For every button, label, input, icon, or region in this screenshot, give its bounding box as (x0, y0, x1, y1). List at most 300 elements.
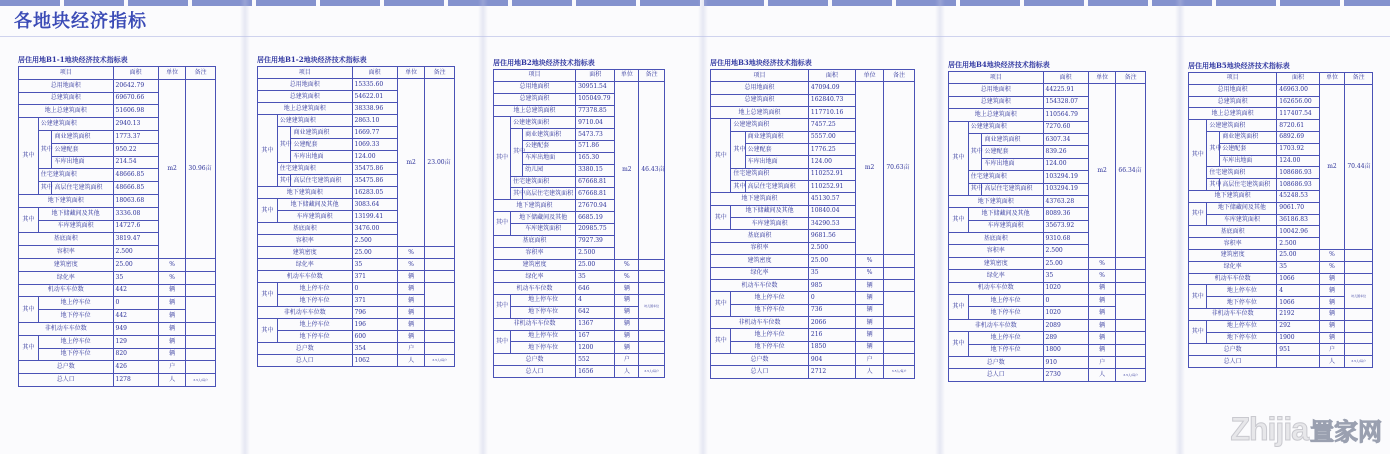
table-row (711, 329, 915, 341)
table-cell: 车库建筑面积 (1207, 214, 1277, 226)
table-cell: 高层住宅建筑面积 (52, 182, 113, 195)
table-cell: 77378.85 (576, 105, 615, 117)
page-title: 各地块经济指标 (14, 11, 147, 31)
table-row (258, 283, 455, 295)
table-cell: 地上停车位 (731, 292, 809, 304)
table-cell: 1066 (1277, 297, 1319, 309)
table-title: 居住用地B2地块经济技术指标表 (493, 58, 595, 67)
table-cell: 165.30 (576, 152, 615, 164)
table-cell: 非机动车车位数 (19, 322, 114, 335)
table-row (19, 284, 216, 297)
page-fold (478, 0, 488, 454)
table-cell: 129 (113, 335, 158, 348)
table-row (949, 270, 1146, 282)
of-which-label: 其中 (494, 212, 511, 236)
table-cell: 6685.19 (576, 212, 615, 224)
table-cell: 辆 (1319, 320, 1345, 332)
table-cell: 162840.73 (808, 94, 855, 106)
table-cell: 辆 (1319, 297, 1345, 309)
table-row (494, 366, 665, 378)
table-cell: 124.00 (808, 156, 855, 168)
table-cell (1116, 270, 1146, 282)
parking-note: 幼儿园车位 (1345, 285, 1373, 309)
table-cell (1116, 319, 1146, 331)
table-cell: 商业建筑面积 (52, 130, 113, 143)
table-cell: 车库出地面 (523, 152, 576, 164)
table-cell: 辆 (855, 329, 884, 341)
table-cell: 人 (158, 374, 186, 387)
table-row (711, 70, 915, 82)
table-cell (186, 322, 216, 335)
table-row (494, 330, 665, 342)
column-header-area: 面积 (1277, 73, 1319, 85)
column-header-note: 备注 (884, 70, 915, 82)
table-cell: 18063.68 (113, 194, 158, 207)
table-cell: 公建建筑面积 (38, 118, 113, 131)
table-cell: 绿化率 (258, 259, 353, 271)
table-cell: 地上总建筑面积 (949, 109, 1044, 121)
table-cell: % (158, 271, 186, 284)
of-which-label: 其中 (494, 330, 511, 354)
table-cell: 地上停车位 (511, 330, 576, 342)
table-cell (884, 267, 915, 279)
page-fold (1175, 0, 1185, 454)
table-cell: 机动车车位数 (494, 283, 576, 295)
table-cell: 地上停车位 (1207, 320, 1277, 332)
table-cell: 地下停车位 (277, 331, 352, 343)
table-cell: 公建配套 (52, 143, 113, 156)
table-row (711, 255, 915, 267)
table-cell: 105049.79 (576, 93, 615, 105)
table-cell: 34290.53 (808, 218, 855, 230)
table-cell: 5557.00 (808, 131, 855, 143)
table-cell: 总人口 (258, 355, 353, 367)
table-cell: % (1319, 249, 1345, 261)
table-cell: 0 (808, 292, 855, 304)
zhijia-watermark (1230, 411, 1382, 448)
table-row (1189, 249, 1373, 261)
table-cell: 20985.75 (576, 223, 615, 235)
of-which-label: 其中 (731, 181, 745, 193)
column-header-note: 备注 (425, 67, 455, 79)
column-header-item: 项目 (711, 70, 809, 82)
table-cell: % (615, 259, 639, 271)
table-row (949, 356, 1146, 368)
table-row (711, 353, 915, 365)
table-cell: 4 (576, 295, 615, 307)
table-cell: 总户数 (258, 343, 353, 355)
column-header-note: 备注 (1116, 72, 1146, 84)
of-which-label: 其中 (968, 133, 982, 170)
table-cell: 20642.79 (113, 79, 158, 92)
table-cell: 地上停车位 (277, 319, 352, 331)
table-cell: 辆 (1319, 285, 1345, 297)
table-cell: 车库出地面 (52, 156, 113, 169)
table-row (258, 331, 455, 343)
of-which-label: 其中 (19, 335, 39, 361)
table-cell: 43763.28 (1043, 195, 1088, 207)
table-cell: 总人口 (19, 374, 114, 387)
table-row (494, 342, 665, 354)
spec-table-panel (710, 59, 915, 379)
table-cell: 总人口 (494, 366, 576, 378)
column-header-item: 项目 (19, 67, 114, 80)
table-cell (1345, 308, 1373, 320)
table-cell: 地下停车位 (511, 342, 576, 354)
of-which-label: 其中 (19, 297, 39, 323)
table-cell: 48666.85 (113, 169, 158, 182)
table-row (19, 258, 216, 271)
table-cell: 124.00 (352, 151, 397, 163)
table-cell: 1062 (352, 355, 397, 367)
table-row (711, 267, 915, 279)
table-row (1189, 73, 1373, 85)
table-cell: 3083.64 (352, 199, 397, 211)
table-cell: 13199.41 (352, 211, 397, 223)
parking-note (186, 297, 216, 323)
table-cell: 820 (113, 348, 158, 361)
table-cell: 地下储藏间及其他 (968, 208, 1043, 220)
area-note: 46.43亩 (639, 81, 665, 259)
table-cell: 7927.39 (576, 235, 615, 247)
table-row (494, 318, 665, 330)
page-fold (240, 0, 250, 454)
table-title: 居住用地B3地块经济技术指标表 (710, 58, 812, 67)
area-note: 70.44亩 (1345, 84, 1373, 249)
table-cell: % (158, 258, 186, 271)
of-which-label: 其中 (258, 319, 278, 343)
table-row (19, 67, 216, 80)
area-note: 70.63亩 (884, 82, 915, 255)
table-cell: 总人口 (711, 366, 809, 378)
table-cell: 571.86 (576, 141, 615, 153)
table-cell: 2.500 (808, 242, 855, 254)
table-cell: 公建建筑面积 (968, 121, 1043, 133)
table-cell: 基底面积 (949, 233, 1044, 245)
table-cell: 地下建筑面积 (949, 195, 1044, 207)
table-cell: 建筑密度 (19, 258, 114, 271)
table-title: 居住用地B5地块经济技术指标表 (1188, 61, 1290, 70)
of-which-label: 其中 (949, 208, 969, 233)
table-cell: 公建建筑面积 (511, 117, 576, 129)
table-cell: 51606.98 (113, 105, 158, 118)
table-cell: 7457.25 (808, 119, 855, 131)
table-cell: 辆 (615, 283, 639, 295)
table-cell (186, 284, 216, 297)
table-cell (639, 259, 665, 271)
table-cell: 2.500 (576, 247, 615, 259)
table-cell: 2.500 (1043, 245, 1088, 257)
table-cell: 2066 (808, 316, 855, 328)
table-cell: 户 (855, 353, 884, 365)
table-row (1189, 261, 1373, 273)
table-cell: 车库出地面 (291, 151, 352, 163)
table-cell (1345, 261, 1373, 273)
table-cell: 辆 (397, 295, 425, 307)
of-which-label: 其中 (511, 129, 523, 176)
table-cell: 162656.00 (1277, 96, 1319, 108)
table-cell: 公建配套 (982, 146, 1043, 158)
table-row (949, 344, 1146, 356)
table-cell: 45130.57 (808, 193, 855, 205)
table-cell: 建筑密度 (711, 255, 809, 267)
table-cell: 292 (1277, 320, 1319, 332)
table-cell: 辆 (615, 306, 639, 318)
table-cell: 户 (1319, 344, 1345, 356)
table-cell: 地上总建筑面积 (1189, 108, 1277, 120)
table-cell: 地下停车位 (277, 295, 352, 307)
table-cell (425, 247, 455, 259)
table-row (949, 257, 1146, 269)
table-row (494, 295, 665, 307)
table-cell (186, 271, 216, 284)
table-cell: 552 (576, 354, 615, 366)
table-cell: 地下停车位 (968, 307, 1043, 319)
ratio-note: 3.5人/每户 (425, 355, 455, 367)
table-cell: 35 (1277, 261, 1319, 273)
table-cell: 地下停车位 (38, 348, 113, 361)
table-cell: 绿化率 (494, 271, 576, 283)
table-cell (1116, 344, 1146, 356)
table-cell: 容积率 (949, 245, 1044, 257)
table-cell: 103294.19 (1043, 183, 1088, 195)
table-cell (639, 354, 665, 366)
parking-note (425, 283, 455, 307)
table-cell: 154328.07 (1043, 96, 1088, 108)
table-cell: 公建配套 (745, 144, 808, 156)
table-cell: 建筑密度 (494, 259, 576, 271)
table-cell: 幼儿园 (523, 164, 576, 176)
table-cell: 商业建筑面积 (745, 131, 808, 143)
of-which-label: 其中 (968, 183, 982, 195)
table-cell (1345, 249, 1373, 261)
table-cell: 地下储藏间及其他 (277, 199, 352, 211)
table-cell: 117407.54 (1277, 108, 1319, 120)
table-cell: 高层住宅建筑面积 (291, 175, 352, 187)
table-cell (1116, 356, 1146, 368)
spec-table (493, 69, 665, 378)
column-header-note: 备注 (639, 70, 665, 82)
table-cell: 总人口 (1189, 356, 1277, 368)
table-cell: 车库建筑面积 (38, 220, 113, 233)
table-row (494, 70, 665, 82)
column-header-item: 项目 (1189, 73, 1277, 85)
table-cell: 辆 (158, 335, 186, 348)
table-cell: 地下储藏间及其他 (511, 212, 576, 224)
table-cell (425, 259, 455, 271)
table-row (258, 307, 455, 319)
table-cell: 8720.61 (1277, 120, 1319, 132)
ratio-note: 3.5人/每户 (884, 366, 915, 378)
table-cell: 辆 (158, 348, 186, 361)
table-cell: 商业建筑面积 (982, 133, 1043, 145)
table-cell: 辆 (158, 297, 186, 310)
table-cell: 基底面积 (494, 235, 576, 247)
table-row (19, 348, 216, 361)
table-cell: 容积率 (494, 247, 576, 259)
column-header-unit: 单位 (855, 70, 884, 82)
table-cell: 地下储藏间及其他 (1207, 202, 1277, 214)
table-cell: 机动车车位数 (19, 284, 114, 297)
spec-table-panel (18, 56, 216, 387)
table-cell: 1020 (1043, 282, 1088, 294)
table-cell: 5473.73 (576, 129, 615, 141)
table-cell: 地上停车位 (1207, 285, 1277, 297)
of-which-label: 其中 (949, 121, 969, 195)
table-cell: 辆 (1319, 308, 1345, 320)
table-cell: 公建配套 (291, 139, 352, 151)
table-cell: 1656 (576, 366, 615, 378)
table-cell: 14727.6 (113, 220, 158, 233)
table-cell: 户 (158, 361, 186, 374)
table-cell: 108686.93 (1277, 167, 1319, 179)
table-cell: 绿化率 (949, 270, 1044, 282)
table-cell: 2089 (1043, 319, 1088, 331)
table-cell: 地上总建筑面积 (19, 105, 114, 118)
table-row (711, 279, 915, 291)
column-header-unit: 单位 (397, 67, 425, 79)
table-cell: 公建建筑面积 (731, 119, 809, 131)
table-row (19, 297, 216, 310)
table-cell: 总建筑面积 (1189, 96, 1277, 108)
table-cell: 住宅建筑面积 (968, 171, 1043, 183)
table-cell: 辆 (1088, 295, 1116, 307)
table-cell: 47094.09 (808, 82, 855, 94)
table-row (1189, 308, 1373, 320)
table-cell: 442 (113, 284, 158, 297)
table-cell: 车库建筑面积 (277, 211, 352, 223)
of-which-label: 其中 (711, 292, 731, 317)
table-cell: 289 (1043, 332, 1088, 344)
table-cell: 6892.69 (1277, 131, 1319, 143)
table-cell: 地下停车位 (731, 341, 809, 353)
table-cell: 1020 (1043, 307, 1088, 319)
table-cell: 地上总建筑面积 (258, 103, 353, 115)
table-cell (1116, 257, 1146, 269)
table-cell: 46963.00 (1277, 84, 1319, 96)
table-cell: 7270.60 (1043, 121, 1088, 133)
page-fold (698, 0, 708, 454)
ratio-note: 3.5人/每户 (186, 374, 216, 387)
table-cell: 辆 (397, 331, 425, 343)
table-cell: % (855, 255, 884, 267)
table-cell: 1800 (1043, 344, 1088, 356)
of-which-label: 其中 (494, 117, 511, 200)
table-cell: 地上停车位 (38, 297, 113, 310)
table-cell: 地下建筑面积 (258, 187, 353, 199)
table-row (949, 84, 1146, 96)
table-cell: 9710.04 (576, 117, 615, 129)
table-cell: 总人口 (949, 369, 1044, 381)
table-cell: 人 (397, 355, 425, 367)
table-cell: 45248.53 (1277, 190, 1319, 202)
table-cell: 30951.54 (576, 81, 615, 93)
table-cell: 1900 (1277, 332, 1319, 344)
table-cell: 容积率 (1189, 238, 1277, 250)
of-which-label: 其中 (1189, 120, 1207, 191)
table-row (949, 332, 1146, 344)
table-cell: 总建筑面积 (711, 94, 809, 106)
table-cell (884, 353, 915, 365)
table-cell: 1776.25 (808, 144, 855, 156)
table-row (19, 335, 216, 348)
table-cell: 48666.85 (113, 182, 158, 195)
table-cell: 1066 (1277, 273, 1319, 285)
table-row (258, 319, 455, 331)
table-cell (1345, 344, 1373, 356)
table-cell: 949 (113, 322, 158, 335)
table-cell: 839.26 (1043, 146, 1088, 158)
table-cell: 总户数 (19, 361, 114, 374)
table-cell: 建筑密度 (949, 257, 1044, 269)
table-cell: 非机动车车位数 (711, 316, 809, 328)
of-which-label: 其中 (711, 329, 731, 354)
table-cell: 人 (1088, 369, 1116, 381)
table-cell: 地下停车位 (1207, 332, 1277, 344)
of-which-label: 其中 (711, 205, 731, 230)
table-cell: 124.00 (1043, 158, 1088, 170)
table-cell: 642 (576, 306, 615, 318)
table-cell: 建筑密度 (1189, 249, 1277, 261)
spec-table-panel (1188, 62, 1373, 368)
spec-table-panel (257, 56, 455, 367)
table-cell: 25.00 (1277, 249, 1319, 261)
table-cell: 371 (352, 295, 397, 307)
table-cell: 辆 (158, 322, 186, 335)
table-row (19, 271, 216, 284)
table-cell: 基底面积 (258, 223, 353, 235)
table-cell: 0 (352, 283, 397, 295)
table-cell: 600 (352, 331, 397, 343)
table-cell: 商业建筑面积 (1220, 131, 1277, 143)
table-cell: 容积率 (19, 246, 114, 259)
table-cell: 54622.01 (352, 91, 397, 103)
table-cell: 辆 (397, 319, 425, 331)
table-cell (425, 319, 455, 331)
table-cell: 910 (1043, 356, 1088, 368)
table-cell: 住宅建筑面积 (731, 168, 809, 180)
table-cell: 高层住宅建筑面积 (982, 183, 1043, 195)
table-cell: 0 (113, 297, 158, 310)
table-cell: 辆 (1088, 344, 1116, 356)
table-cell: 35 (352, 259, 397, 271)
table-cell: 总用地面积 (1189, 84, 1277, 96)
table-cell (425, 331, 455, 343)
table-cell: 非机动车车位数 (1189, 308, 1277, 320)
table-cell (639, 283, 665, 295)
of-which-label: 其中 (258, 283, 278, 307)
table-cell (1345, 332, 1373, 344)
of-which-label: 其中 (19, 207, 39, 233)
table-cell: 地下停车位 (38, 310, 113, 323)
table-cell: 地下储藏间及其他 (38, 207, 113, 220)
table-cell: 6307.34 (1043, 133, 1088, 145)
table-cell: 人 (1319, 356, 1345, 368)
column-header-item: 项目 (494, 70, 576, 82)
table-cell: 辆 (1088, 319, 1116, 331)
table-cell: 4 (1277, 285, 1319, 297)
table-row (494, 354, 665, 366)
table-cell (425, 271, 455, 283)
table-cell: 69670.66 (113, 92, 158, 105)
table-cell: 1850 (808, 341, 855, 353)
table-cell: 辆 (855, 279, 884, 291)
table-cell: 户 (615, 354, 639, 366)
table-cell (884, 329, 915, 341)
table-cell: 25.00 (113, 258, 158, 271)
table-cell: 2730 (1043, 369, 1088, 381)
table-cell: 地下储藏间及其他 (731, 205, 809, 217)
